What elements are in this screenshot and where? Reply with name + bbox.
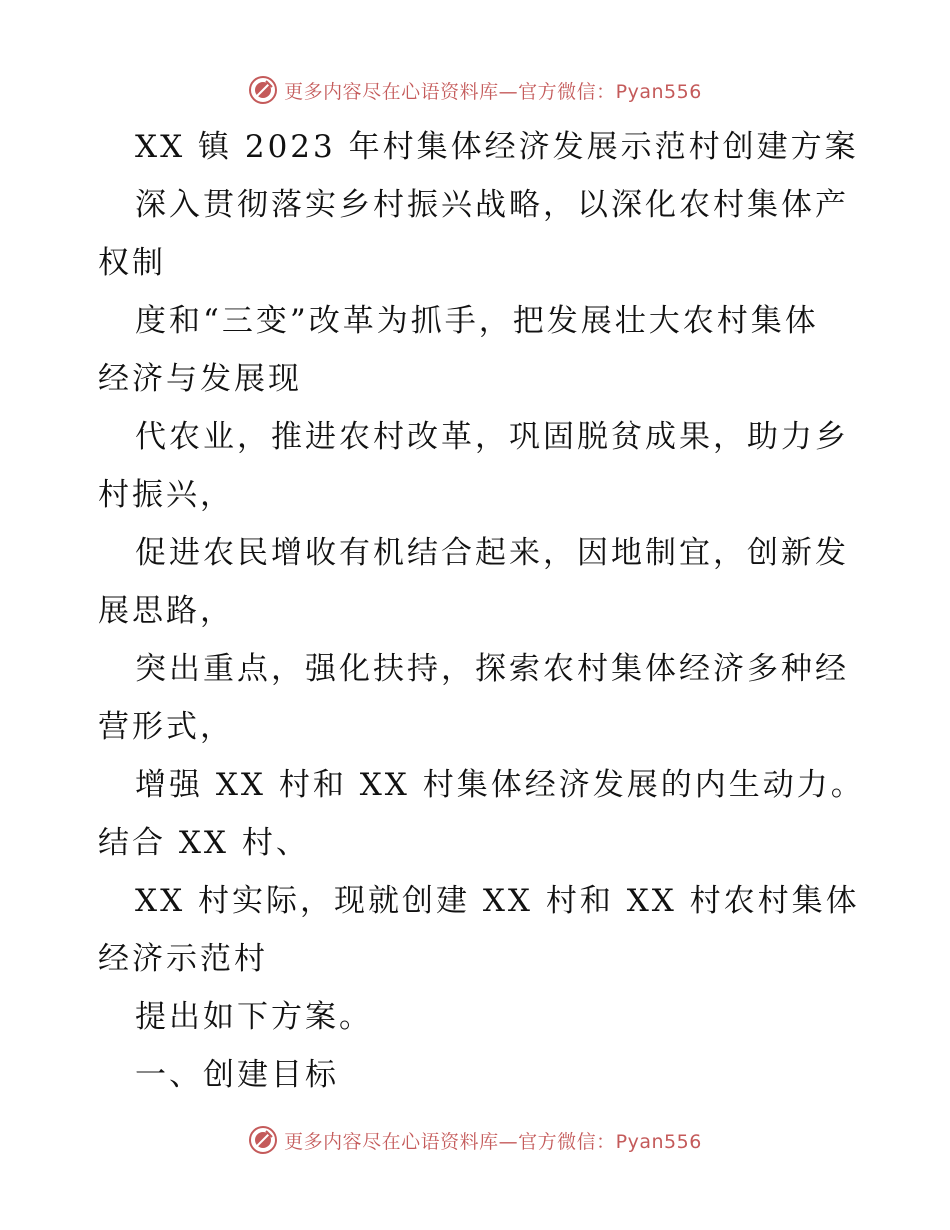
watermark-text: 更多内容尽在心语资料库—官方微信：Pyan556: [284, 80, 702, 103]
section-heading: 一、创建目标: [135, 1057, 339, 1093]
footer-watermark: [0, 1120, 950, 1160]
paragraph-line: 展思路，: [98, 593, 234, 629]
paragraph-line: 促进农民增收有机结合起来，因地制宜，创新发: [135, 535, 849, 571]
pen-seal-icon: [248, 75, 278, 105]
paragraph-line: 经济与发展现: [98, 361, 302, 397]
paragraph-line: 村振兴，: [98, 477, 234, 513]
paragraph-line: 突出重点，强化扶持，探索农村集体经济多种经: [135, 651, 849, 687]
paragraph-line: 深入贯彻落实乡村振兴战略，以深化农村集体产: [135, 187, 849, 223]
paragraph-line: 增强 XX 村和 XX 村集体经济发展的内生动力。: [135, 767, 865, 803]
paragraph-line: 提出如下方案。: [135, 999, 373, 1035]
paragraph-line: 结合 XX 村、: [98, 825, 310, 861]
watermark-text: 更多内容尽在心语资料库—官方微信：Pyan556: [284, 1130, 702, 1153]
pen-seal-icon: [248, 1125, 278, 1155]
paragraph-line: 营形式，: [98, 709, 234, 745]
paragraph-line: XX 村实际，现就创建 XX 村和 XX 村农村集体: [135, 883, 860, 919]
paragraph-line: 度和“三变”改革为抓手，把发展壮大农村集体: [135, 303, 819, 339]
paragraph-line: 权制: [98, 245, 166, 281]
paragraph-line: 经济示范村: [98, 941, 268, 977]
header-watermark: [0, 70, 950, 110]
document-title: XX 镇 2023 年村集体经济发展示范村创建方案: [135, 129, 859, 165]
paragraph-line: 代农业，推进农村改革，巩固脱贫成果，助力乡: [135, 419, 849, 455]
